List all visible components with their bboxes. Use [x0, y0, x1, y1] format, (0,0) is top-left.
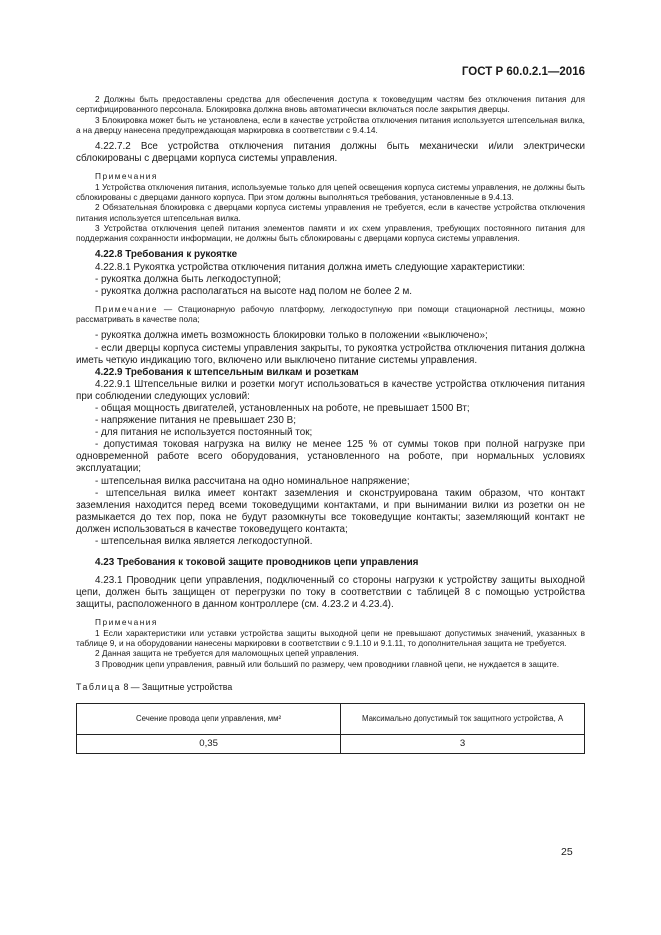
note-item: 1 Устройства отключения питания, используемые только для цепей освещения корпуса системы управления, не должны быть сблокированы с дверцами данного корпуса. При этом должны выполняться требования, установленные в 9.4.13.	[76, 181, 585, 202]
notes-block-1	[76, 171, 585, 243]
note-text: — Стационарную рабочую платформу, легкодоступную при помощи стационарной лестницы, можно рассматривать в качестве пола;	[76, 303, 585, 325]
list-item: - рукоятка должна быть легкодоступной;	[95, 273, 282, 285]
table-cell: 0,35	[77, 735, 341, 754]
page-number: 25	[561, 846, 573, 858]
list-item: - штепсельная вилка рассчитана на одно номинальное напряжение;	[95, 475, 410, 487]
section-heading-4-22-8: 4.22.8 Требования к рукоятке	[95, 249, 238, 261]
list-item: - допустимая токовая нагрузка на вилку не менее 125 % от суммы токов при полной нагрузке при одновременной работе всего оборудования, установленного на роботе, при нормальных условиях эксплуатации;	[76, 439, 585, 475]
note-inline	[76, 304, 585, 325]
note-item: 2 Данная защита не требуется для маломощных цепей управления.	[95, 648, 359, 659]
table-cell: 3	[341, 735, 585, 754]
list-item: - если дверцы корпуса системы управления закрыты, то рукоятка устройства отключения питания должна иметь четкую индикацию того, включено или выключено питание системы управления.	[76, 342, 585, 366]
page-content	[76, 94, 585, 754]
note-paragraph: 3 Блокировка может быть не установлена, если в качестве устройства отключения питания используется штепсельная вилка, а на дверцу нанесена предупреждающая маркировка в соответствии с 9.4.14.	[76, 114, 585, 135]
note-item: 3 Проводник цепи управления, равный или больший по размеру, чем проводники главной цепи, не нуждается в защите.	[95, 658, 560, 669]
continued-notes	[76, 94, 585, 135]
doc-code-header: ГОСТ Р 60.0.2.1—2016	[461, 66, 585, 78]
list-item: - общая мощность двигателей, установленных на роботе, не превышает 1500 Вт;	[95, 402, 470, 414]
section-heading-4-22-9: 4.22.9 Требования к штепсельным вилкам и розеткам	[95, 366, 359, 378]
list-item: - напряжение питания не превышает 230 В;	[95, 415, 296, 427]
notes-title: Примечания	[95, 617, 158, 628]
note-paragraph: 2 Должны быть предоставлены средства для обеспечения доступа к токоведущим частям без отключения питания для сертифицированного персонала. Блокировка должна вновь автоматически включаться после закрытия дверцы.	[76, 94, 585, 115]
clause-4-22-9-1: 4.22.9.1 Штепсельные вилки и розетки могут использоваться в качестве устройства отключения питания при соблюдении следующих условий:	[76, 378, 585, 402]
table-caption	[76, 681, 585, 693]
note-label: Примечание	[95, 303, 159, 314]
note-item: 3 Устройства отключения цепей питания элементов памяти и их схем управления, требующих постоянного питания для поддержания сохранности информации, не должны быть сблокированы с дверцами корпуса системы управления.	[76, 222, 585, 244]
list-item: - штепсельная вилка является легкодоступной.	[95, 536, 313, 548]
notes-block-3	[76, 617, 585, 668]
table-caption-label: Таблица	[76, 681, 121, 692]
table-header-cell: Максимально допустимый ток защитного устройства, А	[341, 704, 585, 735]
note-item: 2 Обязательная блокировка с дверцами корпуса системы управления не требуется, если в качестве устройства отключения питания используется штепсельная вилка.	[76, 202, 585, 223]
table-header-row	[77, 704, 585, 735]
clause-4-23-1: 4.23.1 Проводник цепи управления, подключенный со стороны нагрузки к устройству защиты выходной цепи, должен быть защищен от перегрузки по току в соответствии с таблицей 8 с помощью устройства защиты, расположенного в данном контроллере (см. 4.23.2 и 4.23.4).	[76, 575, 585, 611]
list-item: - штепсельная вилка имеет контакт заземления и сконструирована таким образом, что контакт заземления находится перед всеми токоведущими контактами, и при вынимании вилки из розетки он не размыкается до тех пор, пока не будут разомкнуты все токоведущие контакты; заземляющий контакт не должен использоваться в качестве токоведущего контакта;	[76, 487, 585, 535]
table-row	[77, 735, 585, 754]
list-item: - для питания не используется постоянный ток;	[95, 427, 313, 439]
clause-4-22-7-2: 4.22.7.2 Все устройства отключения питания должны быть механически и/или электрически сблокированы с дверцами корпуса системы управления.	[76, 141, 585, 165]
note-item: 1 Если характеристики или уставки устройства защиты выходной цепи не превышают допустимых значений, указанных в таблице 9, и на оборудовании нанесены маркировки в соответствии с 9.1.10 и 9.1.11, то дополнительная защита не требуется.	[76, 627, 585, 649]
list-item: - рукоятка должна иметь возможность блокировки только в положении «выключено»;	[95, 330, 488, 342]
notes-title: Примечания	[95, 171, 158, 182]
section-heading-4-23: 4.23 Требования к токовой защите проводников цепи управления	[95, 557, 419, 569]
clause-4-22-8-1: 4.22.8.1 Рукоятка устройства отключения питания должна иметь следующие характеристики:	[95, 261, 525, 273]
table-caption-text: 8 — Защитные устройства	[121, 681, 233, 692]
protective-devices-table	[76, 703, 585, 754]
list-item: - рукоятка должна располагаться на высоте над полом не более 2 м.	[95, 285, 413, 297]
table-header-cell: Сечение провода цепи управления, мм²	[77, 704, 341, 735]
